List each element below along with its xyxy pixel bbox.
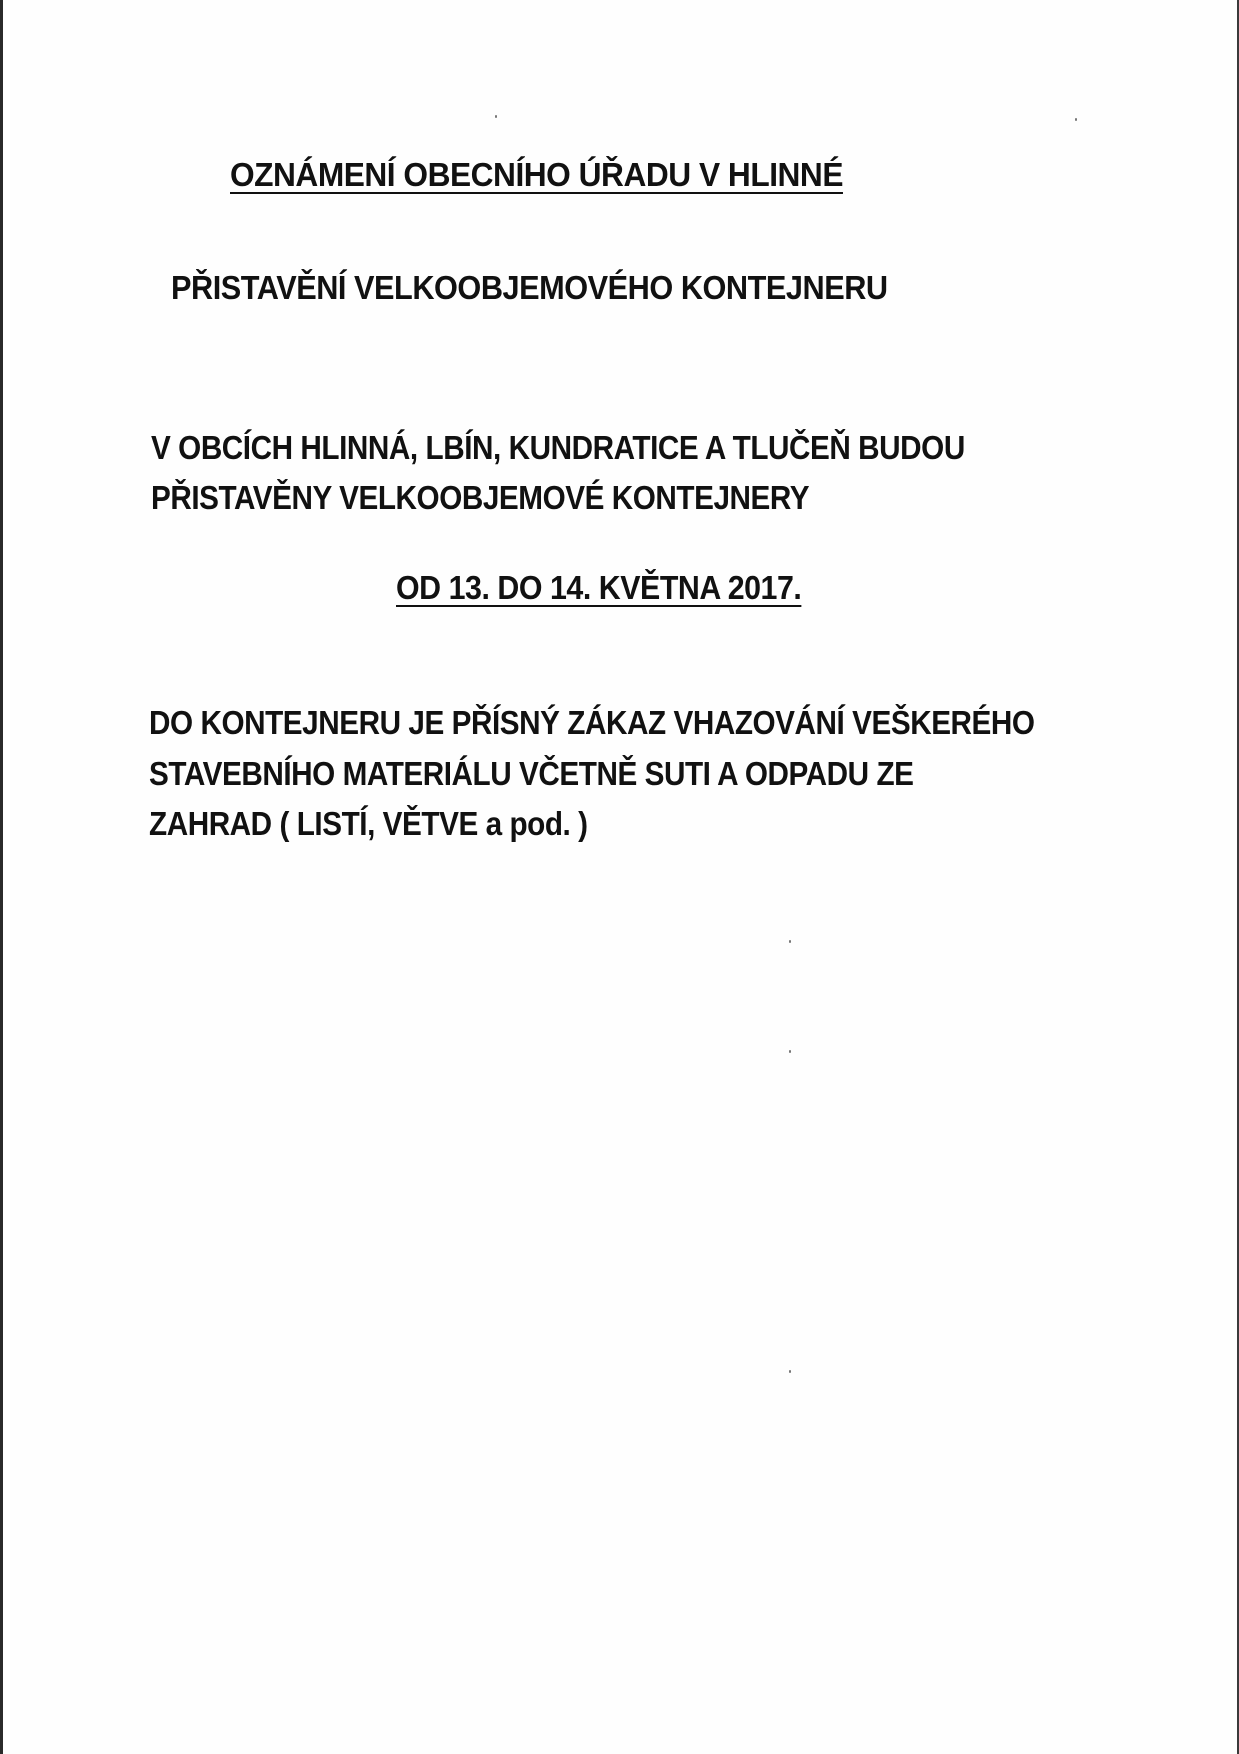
scan-speck (789, 1370, 791, 1373)
paragraph2-line2: STAVEBNÍHO MATERIÁLU VČETNĚ SUTI A ODPADU ZE (149, 755, 914, 792)
notice-subtitle: PŘISTAVĚNÍ VELKOOBJEMOVÉHO KONTEJNERU (171, 269, 888, 306)
scan-edge-left (0, 0, 3, 1754)
paragraph1-line2: PŘISTAVĚNY VELKOOBJEMOVÉ KONTEJNERY (151, 479, 810, 516)
paragraph2-line3: ZAHRAD ( LISTÍ, VĚTVE a pod. ) (149, 805, 588, 842)
notice-date: OD 13. DO 14. KVĚTNA 2017. (396, 569, 802, 606)
paragraph2-line1: DO KONTEJNERU JE PŘÍSNÝ ZÁKAZ VHAZOVÁNÍ VEŠKERÉHO (149, 704, 1035, 741)
scan-speck (789, 1050, 791, 1053)
scan-speck (789, 940, 791, 943)
notice-title: OZNÁMENÍ OBECNÍHO ÚŘADU V HLINNÉ (230, 156, 843, 193)
scan-speck (1075, 118, 1077, 121)
paragraph1-line1: V OBCÍCH HLINNÁ, LBÍN, KUNDRATICE A TLUČEŇ BUDOU (151, 429, 965, 466)
scan-speck (495, 115, 497, 118)
